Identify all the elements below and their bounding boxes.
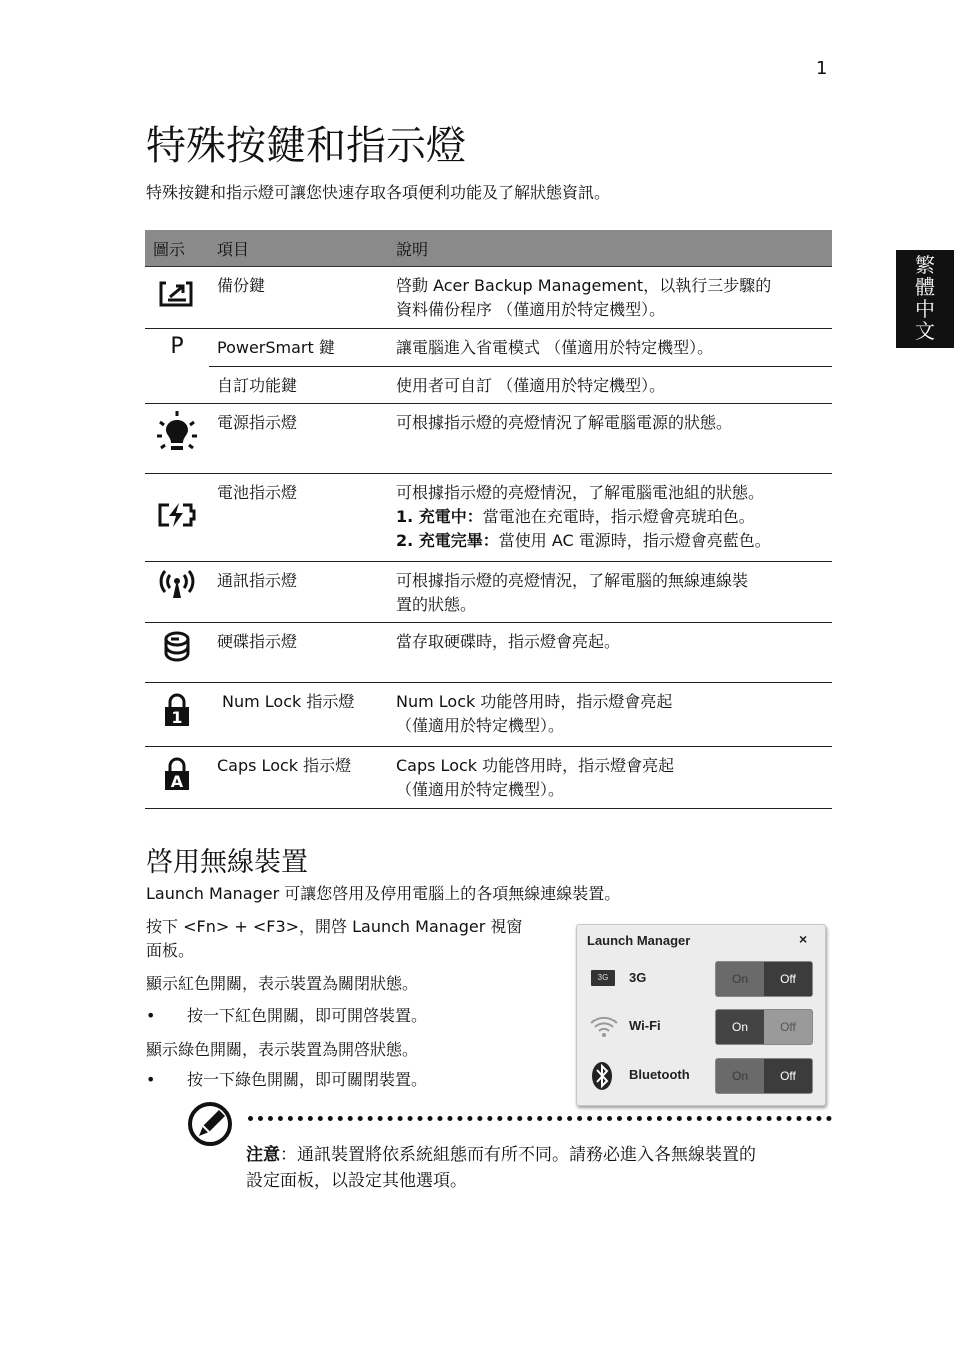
- item-cell: Num Lock 指示燈: [209, 683, 388, 747]
- note-text: 注意：通訊裝置將依系統組態而有所不同。請務必進入各無線裝置的 設定面板，以設定其他選項。: [246, 1145, 756, 1191]
- device-row-bluetooth: [577, 1056, 825, 1096]
- bluetooth-icon: [591, 1061, 613, 1091]
- item-cell: 硬碟指示燈: [209, 623, 388, 683]
- table-row: [145, 267, 832, 329]
- desc-line: （僅適用於特定機型）。: [396, 780, 565, 799]
- hdd-icon: [145, 623, 209, 683]
- table-row: [145, 329, 832, 367]
- backup-icon: [145, 267, 209, 329]
- table-row: [145, 404, 832, 474]
- list-item: • 按一下紅色開關，即可開啓裝置。: [146, 1006, 428, 1025]
- paragraph: 顯示綠色開關，表示裝置為開啓狀態。: [146, 1040, 419, 1059]
- item-cell: 自訂功能鍵: [209, 367, 388, 404]
- note-divider: [248, 1116, 832, 1121]
- device-label: Wi-Fi: [629, 1018, 661, 1033]
- toggle-off[interactable]: Off: [764, 1059, 812, 1093]
- table-row: [145, 683, 832, 747]
- intro-text: 特殊按鍵和指示燈可讓您快速存取各項便利功能及了解狀態資訊。: [146, 183, 611, 202]
- desc-cell: [388, 747, 832, 809]
- desc-cell: [388, 267, 832, 329]
- desc-cell: [388, 683, 832, 747]
- 3g-toggle[interactable]: [715, 961, 813, 997]
- side-tab-char: 中: [915, 297, 935, 321]
- desc-line: 讓電腦進入省電模式 （僅適用於特定機型）。: [396, 338, 714, 357]
- side-tab-char: 文: [915, 319, 935, 343]
- sub-label: 2. 充電完畢：: [396, 531, 499, 550]
- power-light-icon: [145, 404, 209, 474]
- item-cell: PowerSmart 鍵: [209, 329, 388, 367]
- desc-cell: [388, 623, 832, 683]
- desc-line: Caps Lock 功能啓用時，指示燈會亮起: [396, 756, 675, 775]
- desc-line: 可根據指示燈的亮燈情況，了解電腦電池組的狀態。: [396, 483, 765, 502]
- toggle-on[interactable]: On: [716, 1059, 764, 1093]
- desc-cell: [388, 474, 832, 562]
- toggle-on[interactable]: On: [716, 1010, 764, 1044]
- paragraph: Launch Manager 可讓您啓用及停用電腦上的各項無線連線裝置。: [146, 884, 621, 903]
- wireless-icon: [145, 562, 209, 623]
- table-row: [145, 474, 832, 562]
- battery-icon: [145, 474, 209, 562]
- paragraph: 顯示紅色開關，表示裝置為關閉狀態。: [146, 974, 419, 993]
- header-icon: 圖示: [145, 230, 209, 267]
- list-item: • 按一下綠色開關，即可關閉裝置。: [146, 1070, 428, 1089]
- desc-cell: [388, 562, 832, 623]
- table-row: [145, 367, 832, 404]
- section-heading: 啓用無線裝置: [146, 847, 308, 878]
- table-row: [145, 623, 832, 683]
- desc-line: 啓動 Acer Backup Management，以執行三步驟的: [396, 276, 772, 295]
- device-row-3g: [577, 959, 825, 999]
- empty-icon-cell: [145, 367, 209, 404]
- table-row: [145, 562, 832, 623]
- note-icon: [187, 1101, 233, 1147]
- keys-table: [145, 230, 832, 809]
- 3g-icon: 3G: [591, 970, 615, 986]
- powersmart-p-icon: P: [170, 334, 184, 359]
- sub-text: 當電池在充電時，指示燈會亮琥珀色。: [482, 507, 755, 526]
- device-label: 3G: [629, 970, 647, 985]
- paragraph: 按下 <Fn> + <F3>，開啓 Launch Manager 視窗 面板。: [146, 917, 523, 960]
- language-tab: [896, 250, 954, 348]
- header-desc: 說明: [388, 230, 832, 267]
- item-cell: 通訊指示燈: [209, 562, 388, 623]
- desc-line: 資料備份程序 （僅適用於特定機型）。: [396, 300, 666, 319]
- wifi-icon: [589, 1014, 619, 1038]
- item-cell: 備份鍵: [209, 267, 388, 329]
- key-combo: <Fn> + <F3>: [183, 917, 300, 936]
- desc-line: （僅適用於特定機型）。: [396, 716, 565, 735]
- desc-cell: [388, 329, 832, 367]
- toggle-on[interactable]: On: [716, 962, 764, 996]
- bullet: •: [146, 1006, 156, 1025]
- sub-label: 1. 充電中：: [396, 507, 483, 526]
- desc-line: 使用者可自訂 （僅適用於特定機型）。: [396, 376, 666, 395]
- desc-line: Num Lock 功能啓用時，指示燈會亮起: [396, 692, 673, 711]
- toggle-off[interactable]: Off: [764, 962, 812, 996]
- side-tab-char: 繁: [915, 253, 935, 277]
- bullet: •: [146, 1070, 156, 1089]
- page-number: 1: [816, 58, 828, 79]
- sub-text: 當使用 AC 電源時，指示燈會亮藍色。: [498, 531, 771, 550]
- desc-cell: [388, 367, 832, 404]
- desc-line: 可根據指示燈的亮燈情況了解電腦電源的狀態。: [396, 413, 733, 432]
- toggle-off[interactable]: Off: [764, 1010, 812, 1044]
- device-row-wifi: [577, 1007, 825, 1047]
- header-item: 項目: [209, 230, 388, 267]
- num-lock-icon: 1: [145, 683, 209, 747]
- desc-line: 可根據指示燈的亮燈情況，了解電腦的無線連線裝: [396, 571, 749, 590]
- page-title: 特殊按鍵和指示燈: [146, 123, 466, 169]
- item-cell: Caps Lock 指示燈: [209, 747, 388, 809]
- desc-cell: [388, 404, 832, 474]
- launch-manager-panel: [576, 924, 826, 1106]
- caps-lock-icon: A: [145, 747, 209, 809]
- table-header-row: [145, 230, 832, 267]
- wifi-toggle[interactable]: [715, 1009, 813, 1045]
- table-row: [145, 747, 832, 809]
- desc-subline: [396, 505, 824, 529]
- side-tab-char: 體: [915, 275, 935, 299]
- desc-subline: [396, 529, 824, 553]
- note-label: 注意: [246, 1145, 280, 1165]
- desc-line: 當存取硬碟時，指示燈會亮起。: [396, 632, 621, 651]
- item-cell: 電池指示燈: [209, 474, 388, 562]
- item-cell: 電源指示燈: [209, 404, 388, 474]
- desc-line: 置的狀態。: [396, 595, 477, 614]
- device-label: Bluetooth: [629, 1067, 690, 1082]
- close-icon[interactable]: ×: [799, 931, 808, 947]
- bluetooth-toggle[interactable]: [715, 1058, 813, 1094]
- panel-title: Launch Manager: [587, 933, 691, 948]
